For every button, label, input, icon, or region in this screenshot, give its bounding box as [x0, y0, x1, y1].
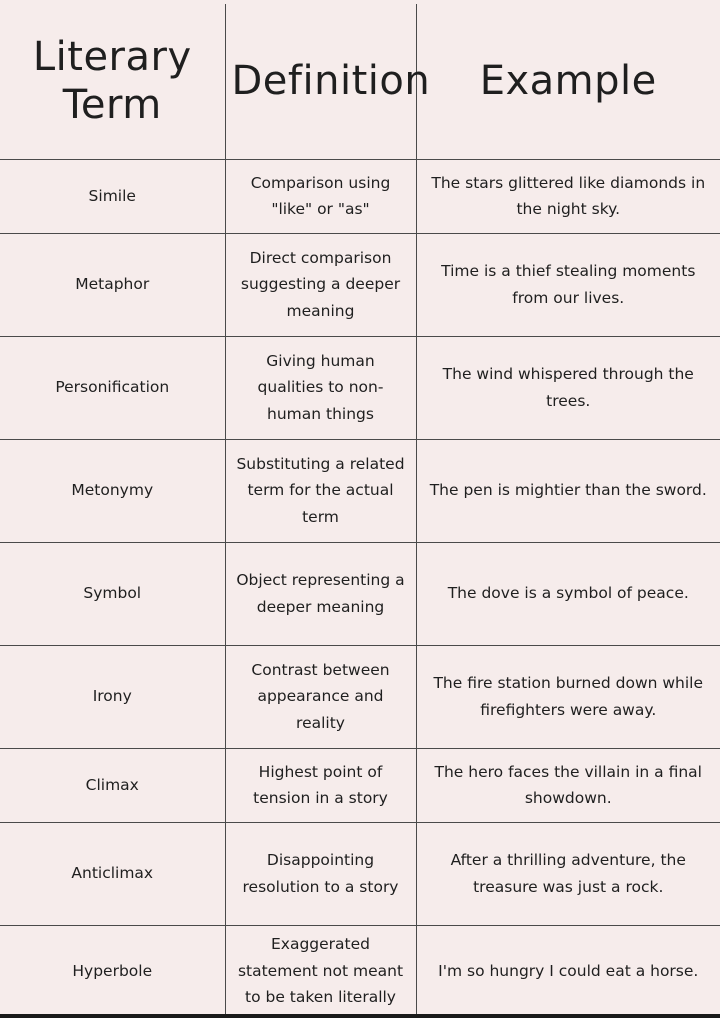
definition-cell: Object representing a deeper meaning — [225, 542, 416, 645]
definition-cell: Comparison using "like" or "as" — [225, 159, 416, 233]
definition-cell: Giving human qualities to non-human things — [225, 336, 416, 439]
example-cell: The stars glittered like diamonds in the night sky. — [416, 159, 720, 233]
table-row — [0, 925, 720, 1017]
term-cell: Hyperbole — [0, 925, 225, 1017]
term-cell: Metaphor — [0, 233, 225, 336]
example-cell: The fire station burned down while firefighters were away. — [416, 645, 720, 748]
table-row — [0, 233, 720, 336]
table-row — [0, 822, 720, 925]
header-definition: Definition — [225, 4, 416, 159]
example-cell: The hero faces the villain in a final showdown. — [416, 748, 720, 822]
definition-cell: Direct comparison suggesting a deeper meaning — [225, 233, 416, 336]
header-term: Literary Term — [0, 4, 225, 159]
definition-cell: Disappointing resolution to a story — [225, 822, 416, 925]
table-row — [0, 645, 720, 748]
term-cell: Personification — [0, 336, 225, 439]
term-cell: Simile — [0, 159, 225, 233]
table-row — [0, 542, 720, 645]
table-row — [0, 159, 720, 233]
example-cell: The dove is a symbol of peace. — [416, 542, 720, 645]
header-example: Example — [416, 4, 720, 159]
example-cell: I'm so hungry I could eat a horse. — [416, 925, 720, 1017]
term-cell: Anticlimax — [0, 822, 225, 925]
example-cell: Time is a thief stealing moments from our lives. — [416, 233, 720, 336]
definition-cell: Exaggerated statement not meant to be taken literally — [225, 925, 416, 1017]
example-cell: After a thrilling adventure, the treasure was just a rock. — [416, 822, 720, 925]
term-cell: Climax — [0, 748, 225, 822]
term-cell: Metonymy — [0, 439, 225, 542]
table-row — [0, 748, 720, 822]
definition-cell: Substituting a related term for the actual term — [225, 439, 416, 542]
example-cell: The wind whispered through the trees. — [416, 336, 720, 439]
header-row — [0, 4, 720, 159]
term-cell: Irony — [0, 645, 225, 748]
bottom-rule — [0, 1014, 720, 1018]
table-row — [0, 336, 720, 439]
example-cell: The pen is mightier than the sword. — [416, 439, 720, 542]
definition-cell: Contrast between appearance and reality — [225, 645, 416, 748]
definition-cell: Highest point of tension in a story — [225, 748, 416, 822]
term-cell: Symbol — [0, 542, 225, 645]
literary-terms-table — [0, 4, 720, 1018]
table-row — [0, 439, 720, 542]
